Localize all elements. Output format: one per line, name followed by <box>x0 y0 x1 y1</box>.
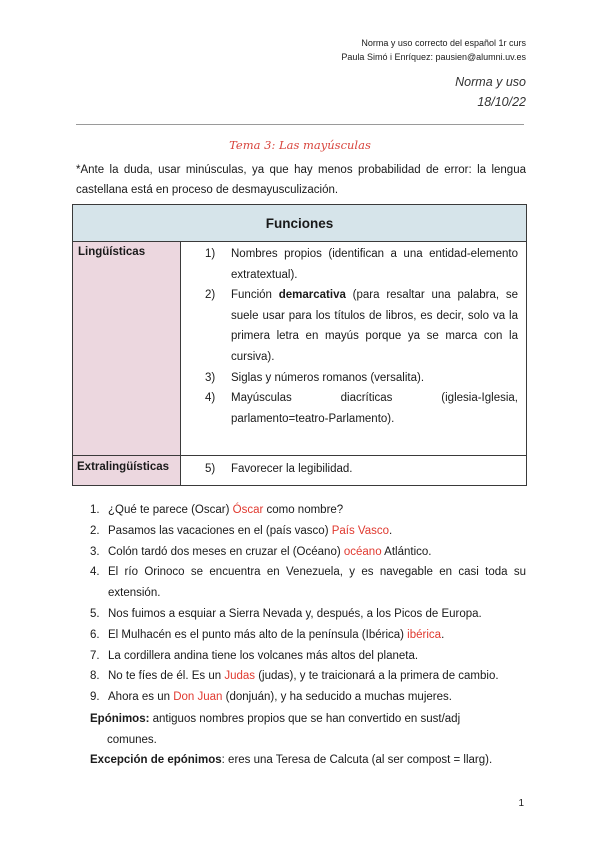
functions-table <box>72 204 527 486</box>
examples-list <box>90 500 526 708</box>
page-header <box>341 36 526 64</box>
correction: País Vasco <box>331 524 390 537</box>
example-item: 5. Nos fuimos a esquiar a Sierra Nevada y, después, a los Picos de Europa. <box>90 607 482 620</box>
example-item: 3. Colón tardó dos meses en cruzar el (Océano) océano Atlántico. <box>90 545 432 558</box>
example-item: 7. La cordillera andina tiene los volcanes más altos del planeta. <box>90 649 419 662</box>
category-linguistic: Lingüísticas <box>73 242 181 456</box>
table-row-linguistic <box>73 242 527 456</box>
list-item: 3) Siglas y números romanos (versalita). <box>205 371 425 384</box>
example-item: 1. ¿Qué te parece (Oscar) Óscar como nombre? <box>90 504 344 516</box>
eponyms-label: Epónimos: <box>90 713 150 725</box>
table-row-extralinguistic <box>73 456 527 486</box>
correction: Óscar <box>232 504 264 516</box>
extralinguistic-functions <box>181 456 527 486</box>
example-item: 8. No te fíes de él. Es un Judas (judas), y te traicionará a la primera de cambio. <box>90 670 499 683</box>
intro-note: *Ante la duda, usar minúsculas, ya que hay menos probabilidad de error: la lengua castellana está en proceso de desmayusculización. <box>76 164 526 196</box>
page-number: 1 <box>518 798 524 809</box>
list-item: 1) Nombres propios (identifican a una entidad-elemento extratextual). <box>205 248 518 281</box>
example-item: 6. El Mulhacén es el punto más alto de la península (Ibérica) ibérica. <box>90 628 445 641</box>
example-item: 9. Ahora es un Don Juan (donjuán), y ha seducido a muchas mujeres. <box>90 691 452 704</box>
header-divider <box>76 124 524 125</box>
date: 18/10/22 <box>477 95 526 109</box>
subject: Norma y uso <box>455 75 526 89</box>
list-item: 2) Función demarcativa (para resaltar una palabra, se suele usar para los títulos de libros, es decir, solo va la primera letra en mayús porque ya se marca con la cursiva). <box>205 289 519 363</box>
list-item: 5) Favorecer la legibilidad. <box>205 463 353 475</box>
header-meta <box>455 72 526 112</box>
example-item: 4. El río Orinoco se encuentra en Venezuela, y es navegable en casi toda su extensión. <box>90 566 526 600</box>
example-item: 2. Pasamos las vacaciones en el (país vasco) País Vasco. <box>90 524 393 537</box>
correction: Don Juan <box>173 691 223 704</box>
exception-label: Excepción de epónimos <box>90 754 222 766</box>
correction: océano <box>343 545 382 558</box>
eponyms-exception: Excepción de epónimos: eres una Teresa de Calcuta (al ser compost = llarg). <box>90 754 493 766</box>
correction: Judas <box>224 670 256 683</box>
linguistic-functions <box>181 242 527 456</box>
topic-title: Tema 3: Las mayúsculas <box>229 138 371 152</box>
list-item: 4) Mayúsculas diacríticas (iglesia-Iglesia, parlamento=teatro-Parlamento). <box>205 392 518 425</box>
linguistic-list <box>205 244 518 429</box>
table-heading: Funciones <box>73 205 527 242</box>
correction: ibérica <box>407 628 442 641</box>
eponyms-definition: Epónimos: antiguos nombres propios que se han convertido en sust/adj comunes. <box>90 713 461 746</box>
bold-term: demarcativa <box>278 289 346 302</box>
author-line: Paula Simó i Enríquez: pausien@alumni.uv.es <box>341 52 526 62</box>
category-extralinguistic: Extralingüísticas <box>73 456 181 486</box>
course-line: Norma y uso correcto del español 1r curs <box>361 38 526 48</box>
